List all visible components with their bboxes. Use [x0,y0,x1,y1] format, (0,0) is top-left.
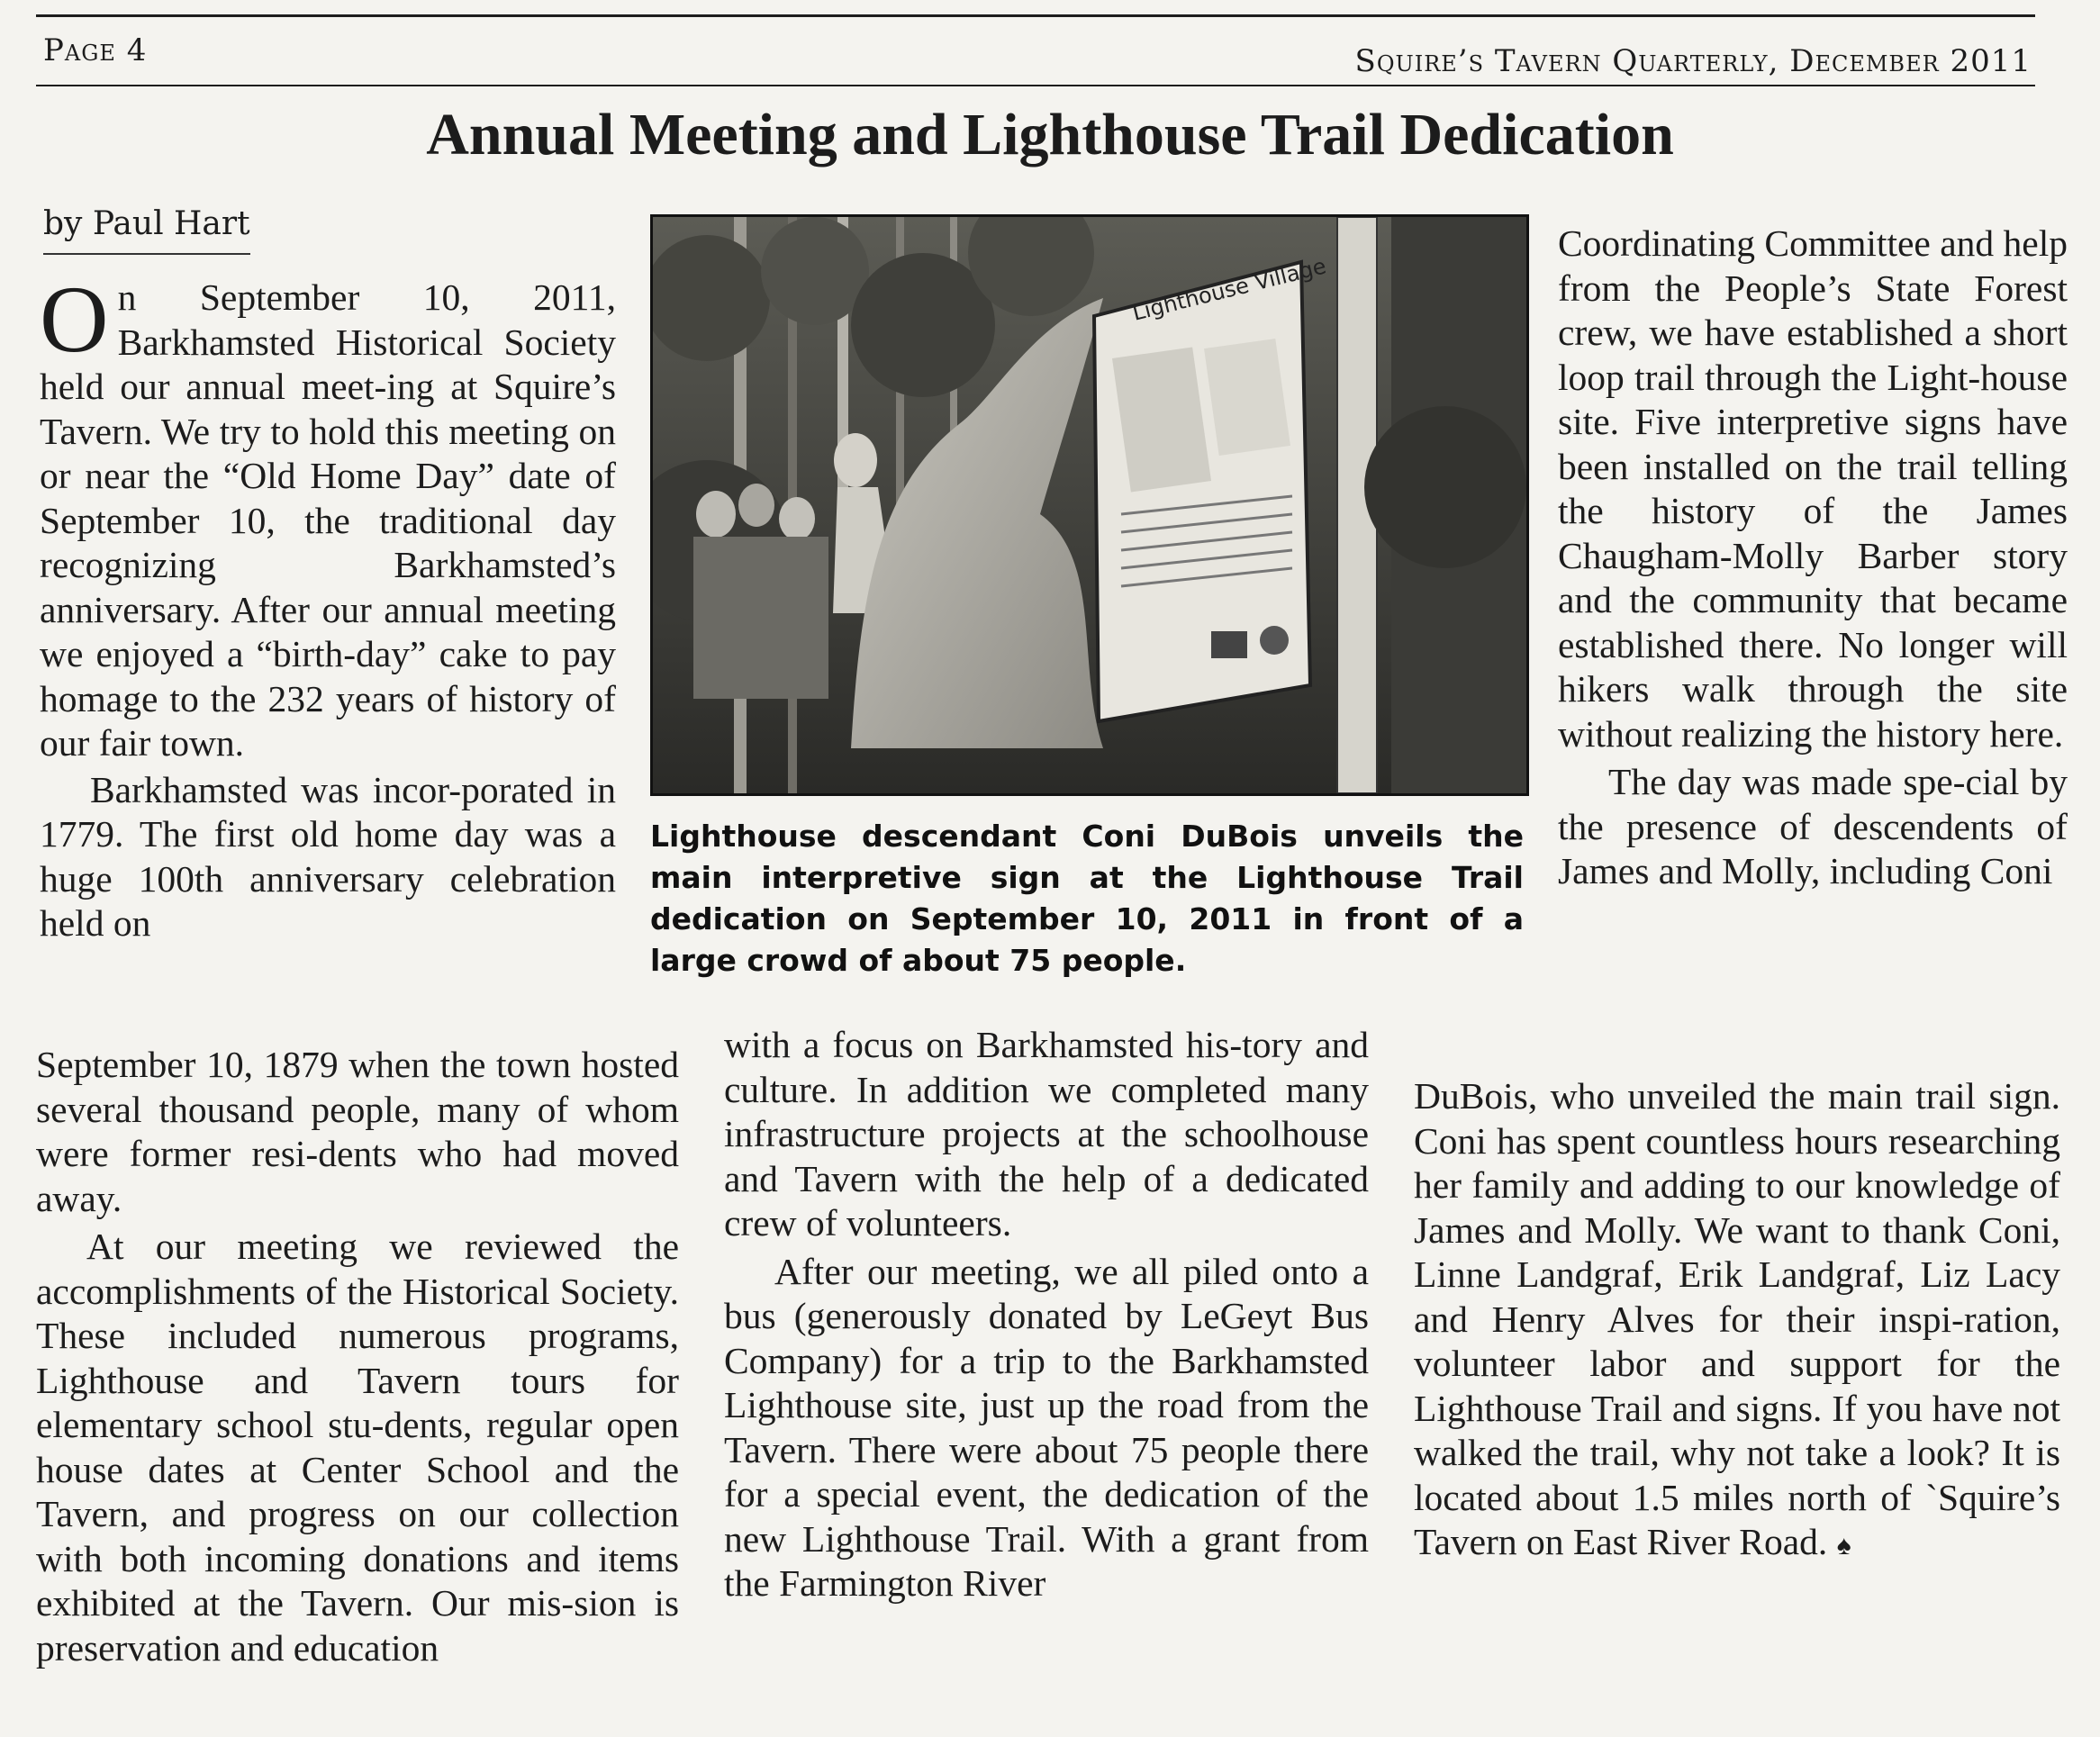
publication-header: Squire’s Tavern Quarterly, December 2011 [1354,43,2032,79]
paragraph-2-continued: September 10, 1879 when the town hosted several thousand people, many of whom were former resi-dents who had moved away. [36,1044,679,1219]
top-rule [36,14,2035,17]
paragraph-2: Barkhamsted was incor-porated in 1779. The first old home day was a huge 100th anniversary celebration held on [40,768,616,944]
page-number: Page 4 [43,32,148,68]
paragraph-3: At our meeting we reviewed the accomplishments of the Historical Society. These included numerous programs, Lighthouse and Tavern tours for elementary school stu-dents, regular open house dates at Center School and the Tavern, and progress on our collection with both incoming donations and items exhibited at the Tavern. Our mis-sion is preservation and education [36,1226,679,1669]
drop-cap: O [40,267,109,372]
paragraph-7: The day was made spe-cial by the presence of descendents of James and Molly, including Coni [1558,761,2068,891]
paragraph-6: Coordinating Committee and help from the People’s State Forest crew, we have established a short loop trail through the Light-house site. Five interpretive signs have been installed on the trail telling the history of the James Chaugham-Molly Barber story and the community that became established there. No longer will hikers walk through the site without realizing the history here. [1558,222,2068,755]
paragraph-4: with a focus on Barkhamsted his-tory and culture. In addition we completed many infrastructure projects at the schoolhouse and Tavern with the help of a dedicated crew of volunteers. [724,1024,1369,1244]
photo-illustration [653,217,1526,793]
interpretive-sign [1094,262,1310,721]
paragraph-7-continued: DuBois, who unveiled the main trail sign. Coni has spent countless hours researching her family and adding to our knowledge of James and Molly. We want to thank Coni, Linne Landgraf, Erik Landgraf, Liz Lacy and Henry Alves for their inspi-ration, volunteer labor and support for the Lighthouse Trail and signs. If you have not walked the trail, why not take a look? It is located about 1.5 miles north of `Squire’s Tavern on East River Road. ♠ [1414,1075,2060,1562]
column-3-upper [1558,222,2068,894]
column-1-upper [40,267,616,946]
article-title: Annual Meeting and Lighthouse Trail Dedication [426,102,1674,167]
unveiling-photo [650,214,1529,796]
photo-caption: Lighthouse descendant Coni DuBois unveils the main interpretive sign at the Lighthouse Trail dedication on September 10, 2011 in front of a large crowd of about 75 people. [650,819,1524,978]
header-rule [36,85,2035,86]
column-1-lower [36,1043,679,1670]
end-mark-icon: ♠ [1836,1531,1851,1561]
byline: by Paul Hart [43,205,250,255]
paragraph-1: On September 10, 2011, Barkhamsted Historical Society held our annual meet-ing at Squire’s Tavern. We try to hold this meeting on or near the “Old Home Day” date of September 10, the traditional day recognizing Barkhamsted’s anniversary. After our annual meeting we enjoyed a “birth-day” cake to pay homage to the 232 years of history of our fair town. [40,267,616,764]
sign-title-text: Lighthouse Village [1129,253,1329,326]
column-2 [724,1023,1369,1606]
column-3-lower [1414,1074,2060,1569]
paragraph-5: After our meeting, we all piled onto a bus (generously donated by LeGeyt Bus Company) for a trip to the Barkhamsted Lighthouse site, just up the road from the Tavern. There were about 75 people there for a special event, the dedication of the new Lighthouse Trail. With a grant from the Farmington River [724,1250,1369,1604]
